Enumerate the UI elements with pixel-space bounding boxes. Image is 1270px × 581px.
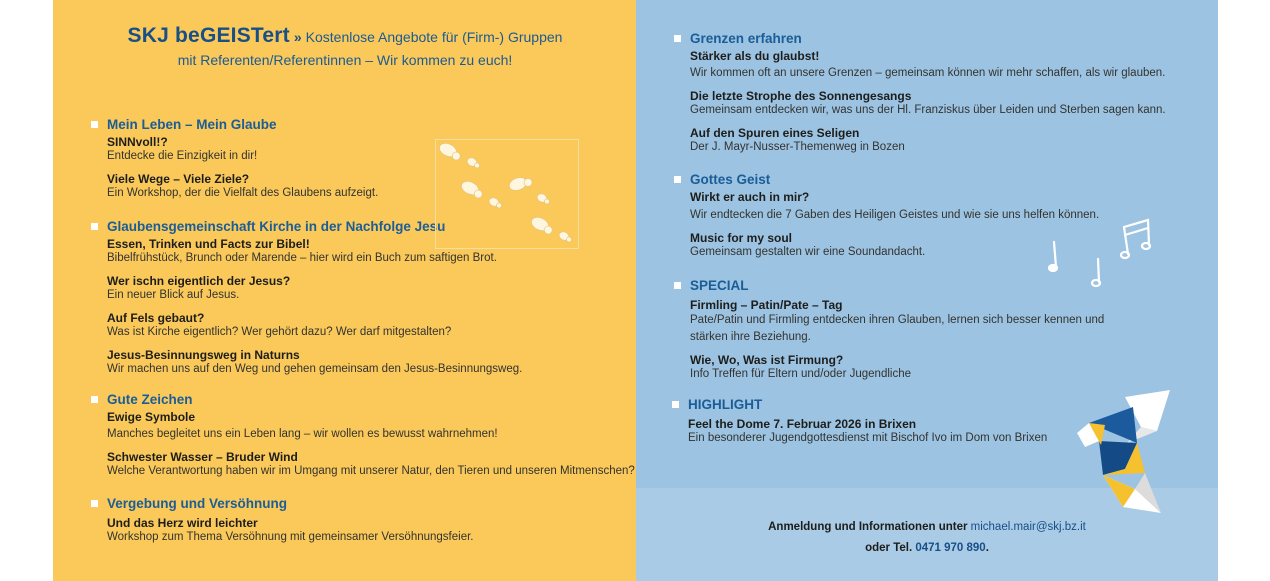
item-title: Essen, Trinken und Facts zur Bibel!: [107, 237, 310, 251]
bullet-square: [672, 401, 679, 408]
item-desc: Entdecke die Einzigkeit in dir!: [107, 150, 258, 162]
item-desc: Bibelfrühstück, Brunch oder Marende – hier wird ein Buch zum saftigen Brot.: [107, 252, 497, 264]
section-title: Vergebung und Versöhnung: [107, 496, 288, 511]
section-title: Gottes Geist: [690, 172, 771, 187]
item-title: Und das Herz wird leichter: [107, 516, 258, 530]
item-desc: Was ist Kirche eigentlich? Wer gehört dazu? Wer darf mitgestalten?: [107, 326, 452, 338]
item-desc: Ein Workshop, der die Vielfalt des Glaubens aufzeigt.: [107, 187, 379, 199]
section-title: Gute Zeichen: [107, 392, 193, 407]
item-title: Die letzte Strophe des Sonnengesangs: [690, 89, 912, 103]
email-link[interactable]: michael.mair@skj.bz.it: [970, 521, 1086, 533]
item-title: Wie, Wo, Was ist Firmung?: [690, 353, 844, 367]
item-desc-2: stärken ihre Beziehung.: [690, 331, 811, 343]
section-vergebung: [91, 495, 474, 544]
item-title: Jesus-Besinnungsweg in Naturns: [107, 348, 300, 362]
list-item: [690, 49, 1166, 80]
item-title: Auf Fels gebaut?: [107, 311, 205, 325]
tagline: Kostenlose Angebote für (Firm-) Gruppen: [305, 29, 563, 45]
item-title: Ewige Symbole: [107, 410, 196, 424]
music-notes-icon: [1040, 215, 1165, 295]
list-item: [688, 417, 1047, 445]
item-title: Schwester Wasser – Bruder Wind: [107, 450, 298, 464]
list-item: [107, 516, 474, 544]
brand-title: SKJ beGEISTert: [127, 24, 290, 47]
section-title: Glaubensgemeinschaft Kirche in der Nachfolge Jesu: [107, 219, 446, 234]
list-item: [107, 274, 522, 302]
list-item: [107, 311, 522, 339]
item-desc: Pate/Patin und Firmling entdecken ihren Glauben, lernen sich besser kennen und: [690, 314, 1105, 326]
bullet-square: [674, 282, 681, 289]
separator: »: [293, 29, 302, 45]
item-desc: Wir endtecken die 7 Gaben des Heiligen Geistes und wie sie uns helfen können.: [690, 209, 1100, 221]
registration-text: Anmeldung und Informationen unter: [768, 521, 968, 533]
bullet-square: [674, 176, 681, 183]
item-title: Firmling – Patin/Pate – Tag: [690, 298, 843, 312]
item-desc: Workshop zum Thema Versöhnung mit gemeinsamer Versöhnungsfeier.: [107, 531, 474, 543]
bullet-square: [91, 500, 98, 507]
item-desc: Ein neuer Blick auf Jesus.: [107, 289, 240, 301]
registration-info: [636, 517, 1218, 559]
item-title: Feel the Dome 7. Februar 2026 in Brixen: [688, 417, 917, 431]
list-item: [690, 298, 1104, 344]
list-item: [107, 450, 635, 478]
item-desc: Wir machen uns auf den Weg und gehen gemeinsam den Jesus-Besinnungsweg.: [107, 363, 523, 375]
list-item: [690, 126, 1166, 154]
section-mein-leben: [91, 116, 378, 200]
list-item: [690, 89, 1166, 117]
item-title: Stärker als du glaubst!: [690, 49, 820, 63]
item-title: Wirkt er auch in mir?: [690, 190, 810, 204]
list-item: [107, 348, 522, 376]
section-gottes-geist: [674, 171, 1099, 259]
section-title: Grenzen erfahren: [690, 31, 802, 46]
section-grenzen: [674, 30, 1166, 154]
section-title: Mein Leben – Mein Glaube: [107, 117, 277, 132]
phone-end: .: [985, 542, 989, 554]
bullet-square: [91, 396, 98, 403]
section-title: HIGHLIGHT: [688, 397, 763, 412]
bullet-square: [674, 35, 681, 42]
item-desc: Gemeinsam entdecken wir, was uns der Hl. Franziskus über Leiden und Sterben sagen kann.: [690, 104, 1166, 116]
list-item: [690, 231, 1099, 259]
item-title: SINNvoll!?: [107, 135, 168, 149]
section-gute-zeichen: [91, 391, 635, 478]
item-desc: Welche Verantwortung haben wir im Umgang mit unserer Natur, den Tieren und unseren Mitmenschen?: [107, 465, 635, 477]
bullet-square: [91, 121, 98, 128]
phone-number[interactable]: 0471 970 890: [915, 542, 986, 554]
item-title: Music for my soul: [690, 231, 793, 245]
list-item: [107, 410, 635, 441]
phone-text: oder Tel.: [865, 542, 913, 554]
list-item: [107, 172, 378, 200]
item-desc: Ein besonderer Jugendgottesdienst mit Bischof Ivo im Dom von Brixen: [688, 432, 1048, 444]
footprints-icon: [435, 139, 579, 249]
header: [95, 24, 595, 68]
item-title: Viele Wege – Viele Ziele?: [107, 172, 250, 186]
list-item: [690, 190, 1099, 222]
item-title: Auf den Spuren eines Seligen: [690, 126, 860, 140]
item-title: Wer ischn eigentlich der Jesus?: [107, 274, 291, 288]
list-item: [690, 353, 1104, 381]
origami-dove-icon: [1065, 385, 1180, 523]
item-desc: Gemeinsam gestalten wir eine Soundandacht.: [690, 246, 926, 258]
item-desc: Der J. Mayr-Nusser-Themenweg in Bozen: [690, 141, 905, 153]
tagline-2: mit Referenten/Referentinnen – Wir kommen zu euch!: [177, 52, 513, 68]
item-desc: Wir kommen oft an unsere Grenzen – gemeinsam können wir mehr schaffen, als wir glauben.: [690, 67, 1166, 79]
section-highlight: [672, 396, 1047, 445]
section-title: SPECIAL: [690, 278, 749, 293]
item-desc: Info Treffen für Eltern und/oder Jugendliche: [690, 368, 911, 380]
bullet-square: [91, 223, 98, 230]
item-desc: Manches begleitet uns ein Leben lang – wir wollen es bewusst wahrnehmen!: [107, 428, 498, 440]
list-item: [107, 135, 378, 163]
